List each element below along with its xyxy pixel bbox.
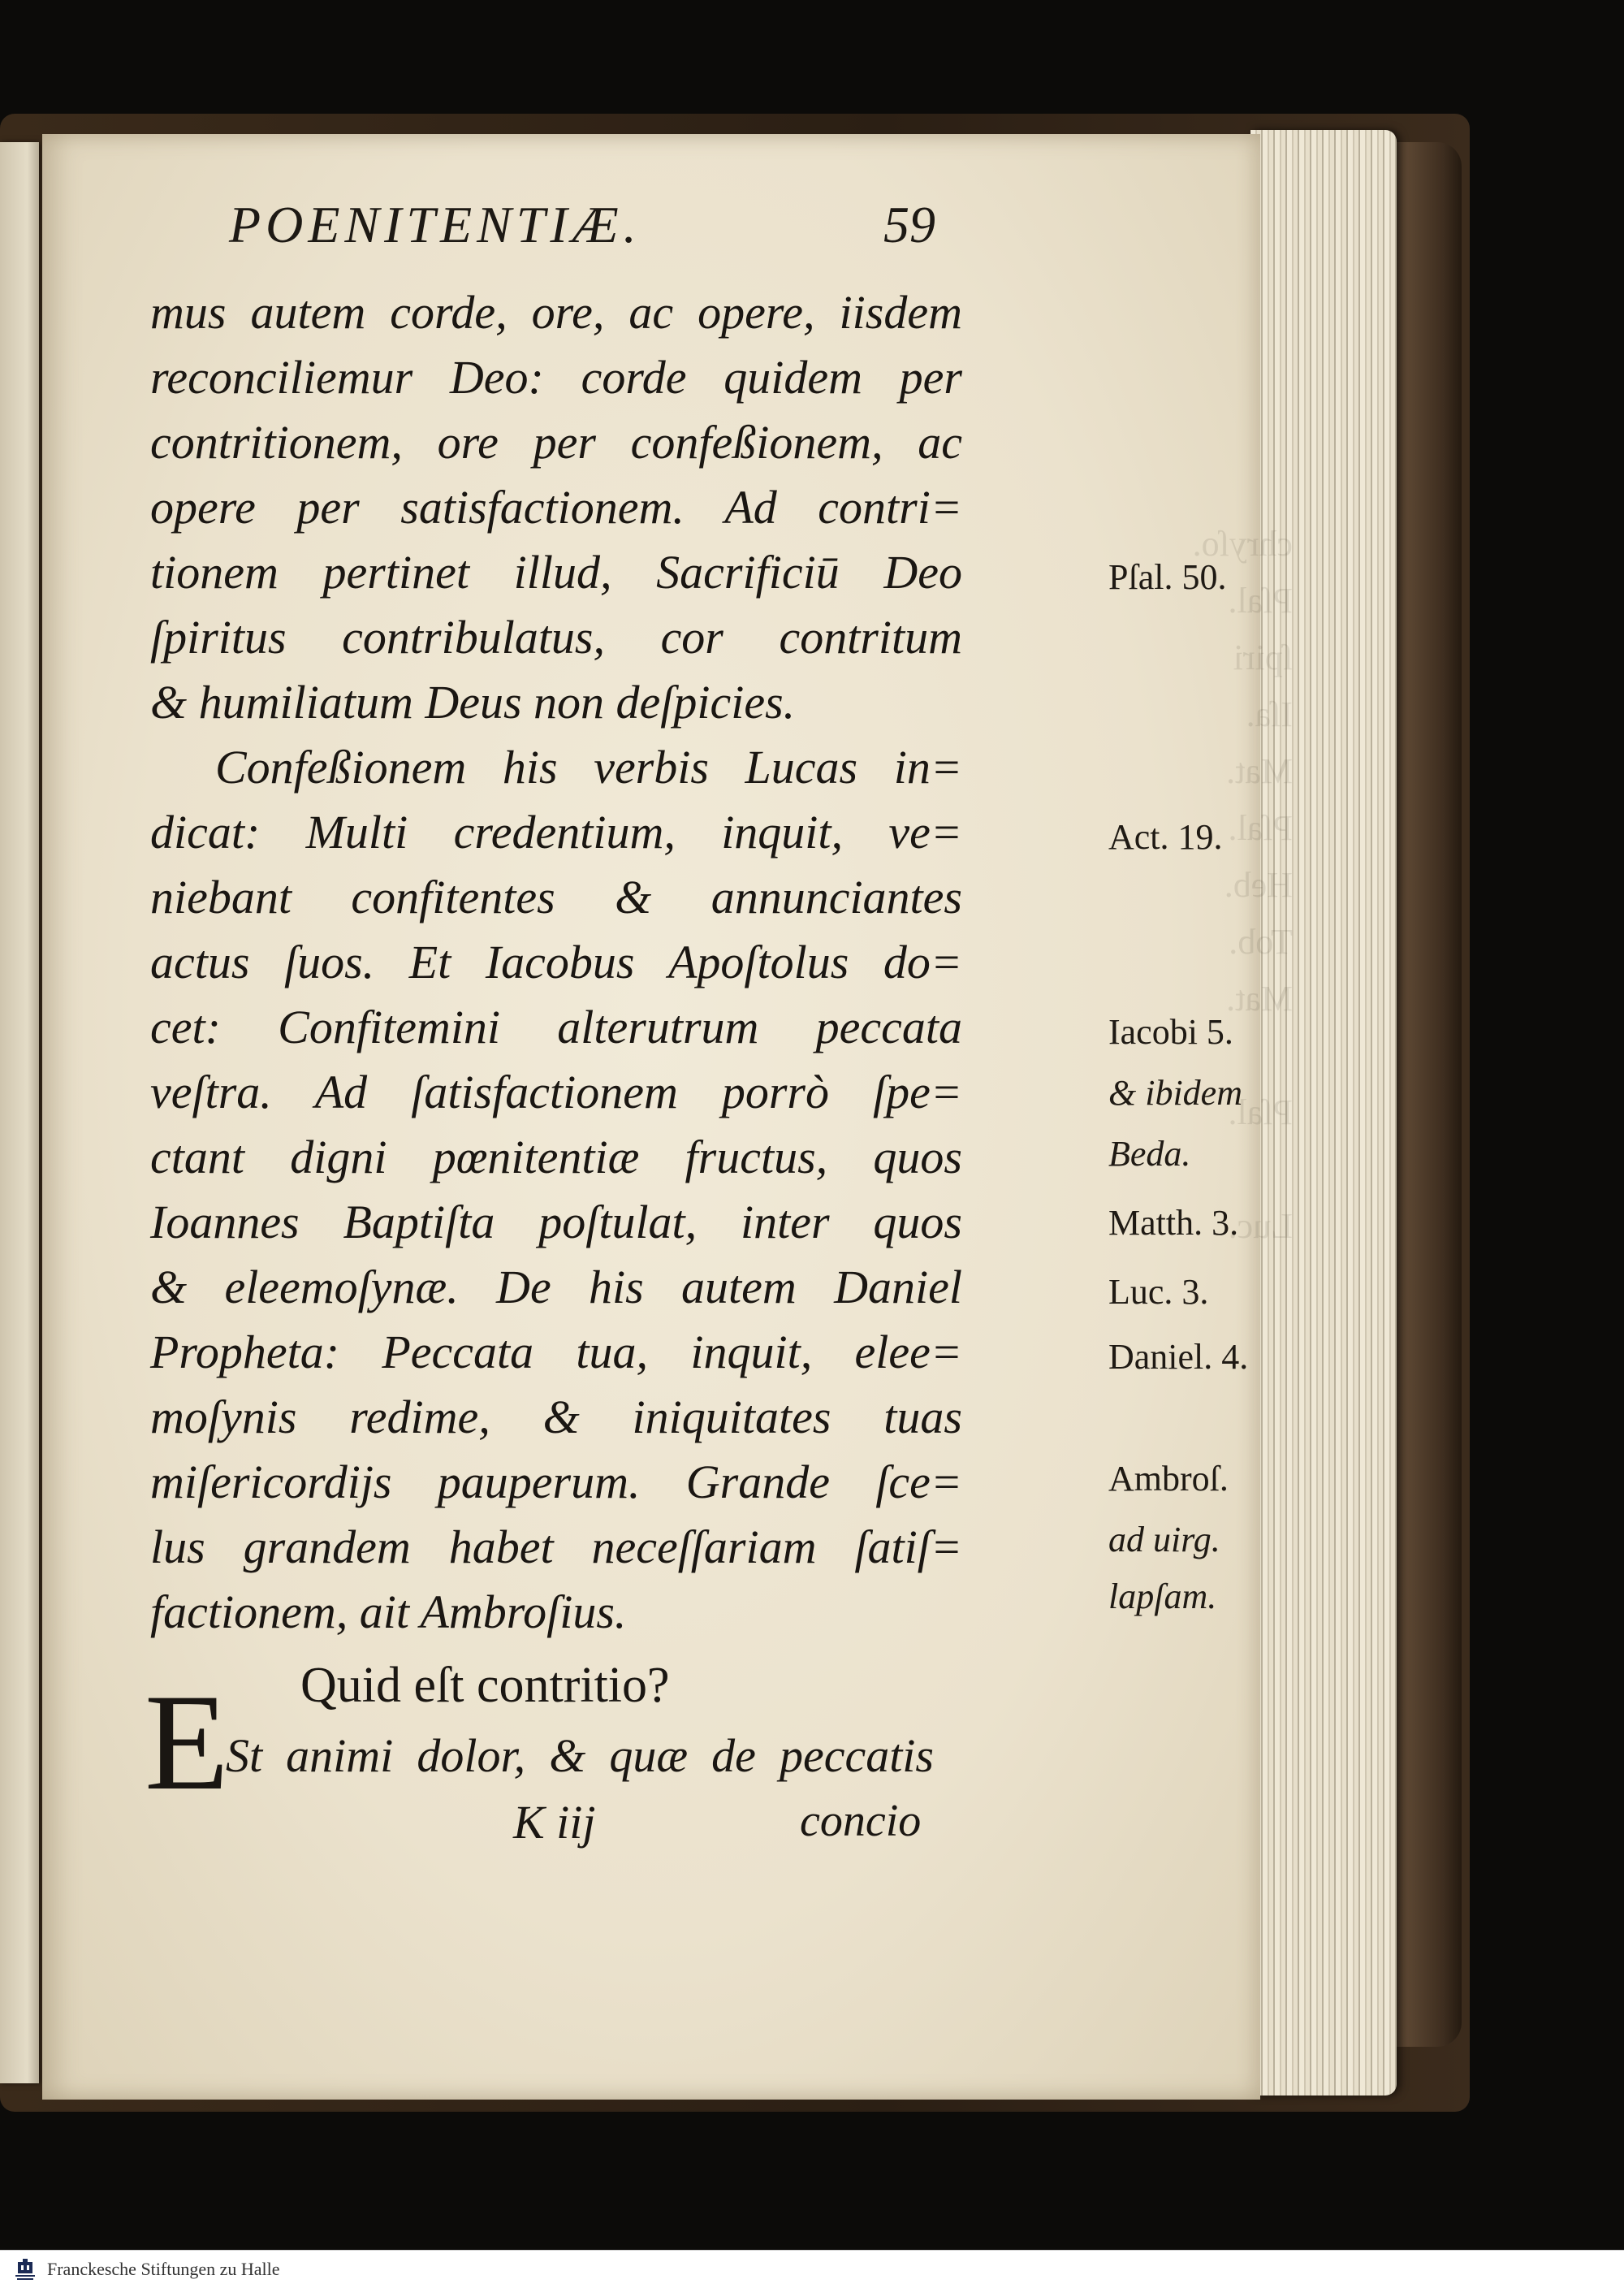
margin-note-psal: Pſal. 50. [1108,557,1227,597]
margin-note-ambros: Ambroſ. [1108,1459,1229,1499]
text-line: veſtra. Ad ſatisfactionem porrò ſpe= [150,1066,962,1118]
margin-note-beda: Beda. [1108,1134,1191,1174]
text-line: & humiliatum Deus non deſpicies. [150,676,796,729]
margin-note-lapsam: lapſam. [1108,1577,1217,1616]
text-line: & eleemoſynæ. De his autem Daniel [150,1261,962,1313]
answer-line: St animi dolor, & quæ de peccatis [226,1729,934,1782]
show-through-text: chryſo. Pſal. ſpiri Iſa. Mat. Pſal. Heb. Tob. Mat. Pſal. Luc. [1192,524,1293,1246]
text-line: contritionem, ore per confeßionem, ac [150,416,962,469]
question-heading: Quid eſt contritio? [300,1658,670,1713]
drop-cap: E [145,1666,229,1819]
text-line: niebant confitentes & annunciantes [150,871,962,923]
margin-note-act: Act. 19. [1108,817,1223,857]
text-line: lus grandem habet neceſſariam ſatiſ= [150,1520,962,1573]
text-line: mus autem corde, ore, ac opere, iisdem [150,286,962,339]
footer-attribution: Franckesche Stiftungen zu Halle [47,2259,280,2279]
margin-note-ibidem: & ibidem [1108,1073,1242,1113]
text-line: cet: Confitemini alterutrum peccata [150,1001,962,1053]
text-line: opere per satisfactionem. Ad contri= [150,481,962,534]
text-line: Confeßionem his verbis Lucas in= [215,741,962,794]
footer-bar [0,2250,1624,2288]
left-page-edge [0,142,39,2083]
text-line: tionem pertinet illud, Sacrificiū Deo [150,546,962,599]
text-line: dicat: Multi credentium, inquit, ve= [150,806,962,859]
text-line: actus ſuos. Et Iacobus Apoſtolus do= [150,936,962,988]
margin-note-ad-uirg: ad uirg. [1108,1520,1220,1559]
text-line: moſynis redime, & iniquitates tuas [150,1391,962,1443]
text-line: ctant digni pœnitentiæ fructus, quos [150,1131,962,1183]
signature-mark: K iij [513,1796,596,1849]
margin-note-daniel: Daniel. 4. [1108,1337,1249,1377]
text-line: Ioannes Baptiſta poſtulat, inter quos [150,1196,962,1248]
foundation-logo-icon [11,2256,39,2283]
text-line: Propheta: Peccata tua, inquit, elee= [150,1326,962,1378]
text-line: reconciliemur Deo: corde quidem per [150,351,962,404]
running-head: POENITENTIÆ. [229,196,641,253]
margin-note-iacobi: Iacobi 5. [1108,1012,1233,1052]
text-line: miſericordijs pauperum. Grande ſce= [150,1455,962,1508]
margin-note-luc: Luc. 3. [1108,1272,1209,1312]
text-line: factionem, ait Ambroſius. [150,1585,627,1638]
catchword: concio [800,1796,922,1846]
margin-note-matth: Matth. 3. [1108,1203,1239,1243]
page-number: 59 [883,196,935,253]
text-line: ſpiritus contribulatus, cor contritum [150,611,962,664]
